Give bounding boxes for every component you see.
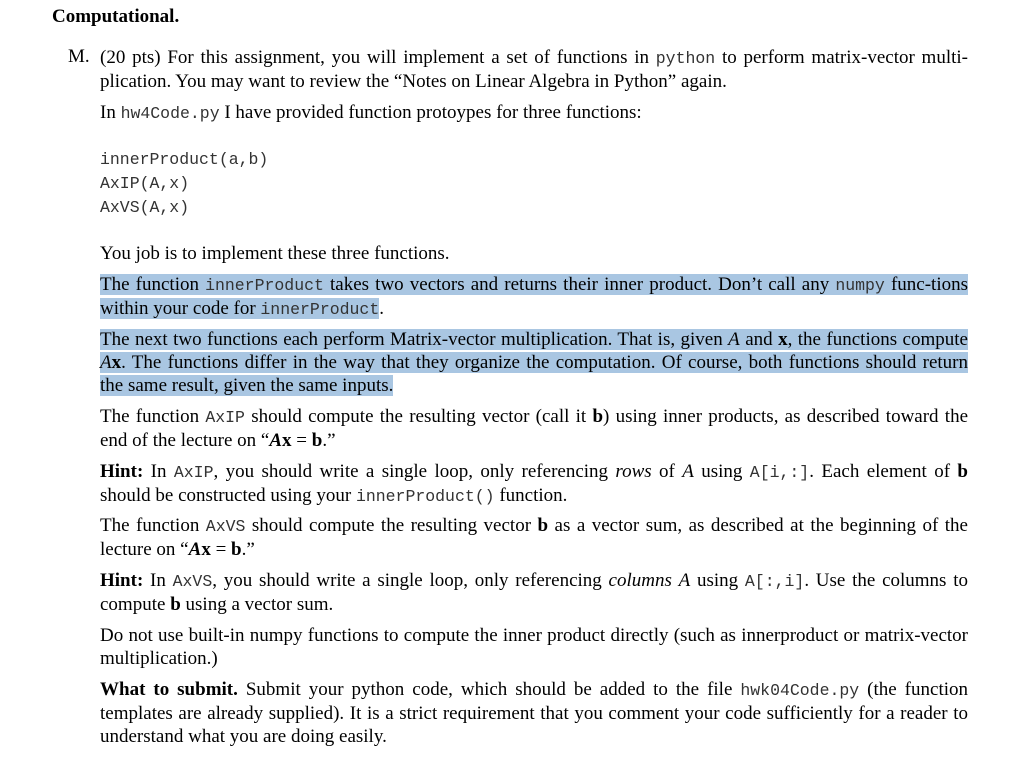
file-name: hw4Code.py bbox=[120, 104, 220, 123]
hint-axip: Hint: In AxIP, you should write a single loop, only referencing rows of A using A[i,:]. Each element of b should be constructed using your innerProduct() function. bbox=[100, 461, 968, 506]
code-block bbox=[100, 148, 268, 220]
axvs-paragraph: The function AxVS should compute the resulting vector b as a vector sum, as described at the beginning of the lecture on “Ax = b.” bbox=[100, 515, 968, 560]
code-line: innerProduct(a,b) bbox=[100, 150, 269, 169]
job-paragraph: You job is to implement these three functions. bbox=[100, 243, 450, 264]
hint-axvs: Hint: In AxVS, you should write a single loop, only referencing columns A using A[:,i]. Use the columns to compute b using a vector sum. bbox=[100, 570, 968, 615]
problem-label: M. bbox=[68, 46, 90, 67]
code-line: AxVS(A,x) bbox=[100, 198, 190, 217]
matrix-vector-paragraph: The next two functions each perform Matrix-vector multiplication. That is, given A and x, the functions compute Ax. The functions differ in the way that they organize the computation. Of course, both functions should return the same result, given the same inputs. bbox=[100, 329, 968, 396]
python-code-word: python bbox=[655, 49, 716, 68]
axip-paragraph: The function AxIP should compute the resulting vector (call it b) using inner products, as described toward the end of the lecture on “Ax = b.” bbox=[100, 406, 968, 451]
problem-description: (20 pts) For this assignment, you will implement a set of functions in python to perform matrix-vector multi-plication. You may want to review the “Notes on Linear Algebra in Python” again. bbox=[100, 47, 968, 92]
section-heading: Computational. bbox=[52, 6, 180, 27]
submit-paragraph: What to submit. Submit your python code, which should be added to the file hwk04Code.py (the function templates are already supplied). It is a strict requirement that you comment your code sufficiently for a reader to understand what you are doing easily. bbox=[100, 679, 969, 747]
intro-paragraph: In hw4Code.py I have provided function protoypes for three functions: bbox=[100, 102, 642, 123]
no-builtins-paragraph: Do not use built-in numpy functions to compute the inner product directly (such as innerproduct or matrix-vector multiplication.) bbox=[100, 625, 968, 669]
code-line: AxIP(A,x) bbox=[100, 174, 190, 193]
inner-product-paragraph: The function innerProduct takes two vectors and returns their inner product. Don’t call any numpy func-tions within your code for innerProduct. bbox=[100, 274, 968, 319]
